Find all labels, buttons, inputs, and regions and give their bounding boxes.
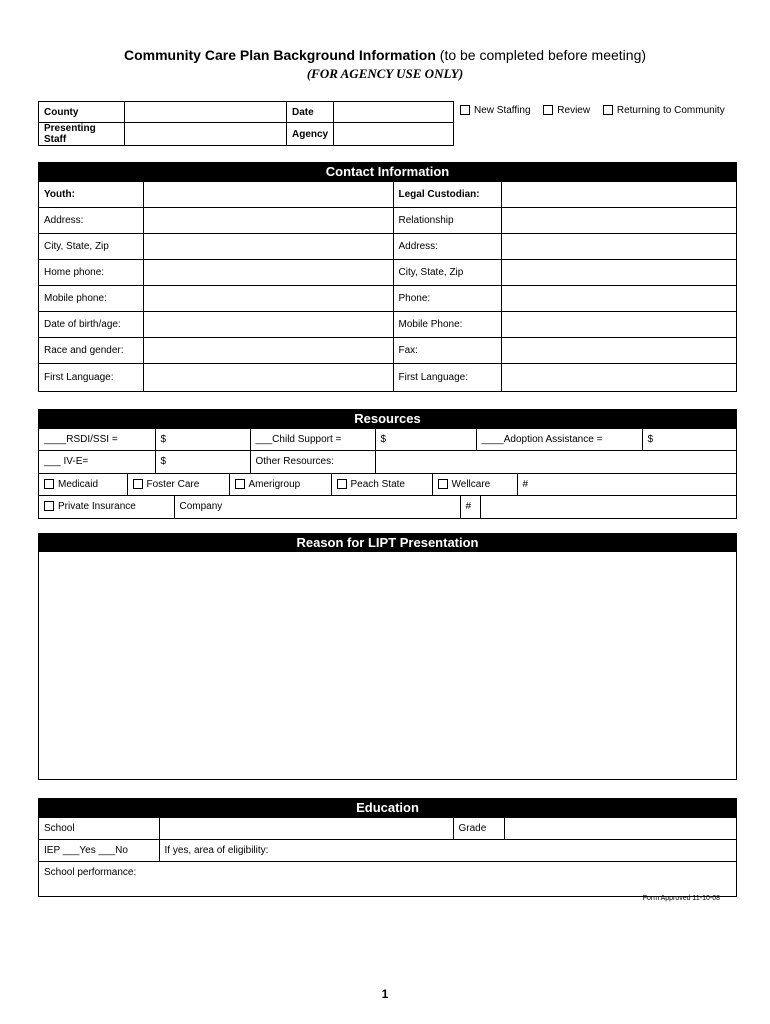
custodian-language-field[interactable] xyxy=(501,364,736,391)
checkbox-icon[interactable] xyxy=(337,479,347,489)
review-label: Review xyxy=(557,105,591,116)
eligibility-label: If yes, area of eligibility: xyxy=(159,840,736,862)
dob-field[interactable] xyxy=(143,312,393,338)
page-number: 1 xyxy=(381,987,389,1001)
custodian-mobile-label: Mobile Phone: xyxy=(393,312,501,338)
education-section xyxy=(38,798,737,897)
contact-heading: Contact Information xyxy=(39,163,736,181)
date-label: Date xyxy=(287,102,334,123)
youth-field[interactable] xyxy=(143,182,393,208)
checkbox-icon[interactable] xyxy=(543,105,553,115)
wellcare-label: Wellcare xyxy=(451,478,491,490)
header-fields-table xyxy=(38,101,454,146)
presenting-staff-label: Presenting Staff xyxy=(39,123,125,146)
iep-label: IEP ___Yes ___No xyxy=(39,840,159,862)
peach-state-option[interactable] xyxy=(331,473,432,495)
custodian-language-label: First Language: xyxy=(393,364,501,391)
medicaid-option[interactable] xyxy=(39,473,127,495)
custodian-city-label: City, State, Zip xyxy=(393,260,501,286)
adoption-label: ____Adoption Assistance = xyxy=(476,429,642,451)
form-subtitle: (FOR AGENCY USE ONLY) xyxy=(306,66,464,81)
medicaid-label: Medicaid xyxy=(58,478,99,490)
checkbox-icon[interactable] xyxy=(603,105,613,115)
custodian-phone-field[interactable] xyxy=(501,286,736,312)
insurance-number-field[interactable] xyxy=(480,496,736,518)
reason-heading: Reason for LIPT Presentation xyxy=(39,534,736,552)
child-support-label: ___Child Support = xyxy=(250,429,375,451)
company-label: Company xyxy=(174,496,250,518)
wellcare-option[interactable] xyxy=(432,473,517,495)
home-phone-field[interactable] xyxy=(143,260,393,286)
checkbox-icon[interactable] xyxy=(44,501,54,511)
dollar-sign: $ xyxy=(160,456,167,468)
ive-field[interactable] xyxy=(155,451,250,473)
fax-field[interactable] xyxy=(501,338,736,364)
race-gender-field[interactable] xyxy=(143,338,393,364)
review-option[interactable] xyxy=(543,105,590,116)
ive-label: ___ IV-E= xyxy=(39,451,155,473)
contact-table xyxy=(39,181,736,391)
home-phone-label: Home phone: xyxy=(39,260,143,286)
presenting-staff-field[interactable] xyxy=(125,123,287,146)
form-approved-note: Form Approved 11-10-08 xyxy=(642,895,720,902)
relationship-field[interactable] xyxy=(501,208,736,234)
form-title xyxy=(0,47,770,63)
grade-label: Grade xyxy=(453,818,504,840)
checkbox-icon[interactable] xyxy=(460,105,470,115)
mobile-phone-field[interactable] xyxy=(143,286,393,312)
city-state-zip-field[interactable] xyxy=(143,234,393,260)
dollar-sign: $ xyxy=(380,434,387,445)
first-language-field[interactable] xyxy=(143,364,393,391)
returning-label: Returning to Community xyxy=(616,105,725,116)
new-staffing-option[interactable] xyxy=(460,105,531,116)
form-title-bold: Community Care Plan Background Information xyxy=(123,47,436,63)
wellcare-number-field[interactable] xyxy=(517,473,736,495)
custodian-city-field[interactable] xyxy=(501,260,736,286)
form-title-note: (to be completed before meeting) xyxy=(435,47,647,63)
mobile-phone-label: Mobile phone: xyxy=(39,286,143,312)
contact-section xyxy=(38,162,737,392)
returning-option[interactable] xyxy=(603,105,725,116)
meeting-type-options xyxy=(460,105,735,116)
foster-care-option[interactable] xyxy=(127,473,229,495)
date-field[interactable] xyxy=(334,102,454,123)
school-performance-label: School performance: xyxy=(39,862,736,896)
resources-heading: Resources xyxy=(39,410,736,428)
rsdi-field[interactable] xyxy=(155,429,250,451)
first-language-label: First Language: xyxy=(39,364,143,391)
resources-table-2 xyxy=(39,473,736,496)
address-field[interactable] xyxy=(143,208,393,234)
school-label: School xyxy=(39,818,159,840)
county-label: County xyxy=(39,102,125,123)
foster-care-label: Foster Care xyxy=(146,478,200,490)
dollar-sign: $ xyxy=(160,434,167,445)
resources-table-1 xyxy=(39,428,736,473)
legal-custodian-label: Legal Custodian: xyxy=(393,182,501,208)
checkbox-icon[interactable] xyxy=(133,479,143,489)
fax-label: Fax: xyxy=(393,338,501,364)
insurance-number-label: # xyxy=(460,496,480,518)
education-heading: Education xyxy=(39,799,736,817)
agency-field[interactable] xyxy=(334,123,454,146)
custodian-address-field[interactable] xyxy=(501,234,736,260)
agency-label: Agency xyxy=(287,123,334,146)
youth-label: Youth: xyxy=(39,182,143,208)
custodian-phone-label: Phone: xyxy=(393,286,501,312)
legal-custodian-field[interactable] xyxy=(501,182,736,208)
private-insurance-option[interactable] xyxy=(39,496,174,518)
checkbox-icon[interactable] xyxy=(44,479,54,489)
peach-state-label: Peach State xyxy=(350,478,405,490)
resources-section xyxy=(38,409,737,519)
education-table xyxy=(39,817,736,896)
address-label: Address: xyxy=(39,208,143,234)
race-gender-label: Race and gender: xyxy=(39,338,143,364)
checkbox-icon[interactable] xyxy=(235,479,245,489)
custodian-mobile-field[interactable] xyxy=(501,312,736,338)
other-resources-label: Other Resources: xyxy=(250,451,375,473)
resources-table-3 xyxy=(39,495,736,518)
amerigroup-label: Amerigroup xyxy=(248,478,301,490)
other-resources-field[interactable] xyxy=(375,451,736,473)
grade-field[interactable] xyxy=(504,818,736,840)
reason-section xyxy=(38,533,737,780)
amerigroup-option[interactable] xyxy=(229,473,331,495)
rsdi-label: ____RSDI/SSI = xyxy=(39,429,155,451)
checkbox-icon[interactable] xyxy=(438,479,448,489)
number-sign: # xyxy=(522,478,529,490)
dob-label: Date of birth/age: xyxy=(39,312,143,338)
city-state-zip-label: City, State, Zip xyxy=(39,234,143,260)
private-insurance-label: Private Insurance xyxy=(58,501,136,513)
custodian-address-label: Address: xyxy=(393,234,501,260)
new-staffing-label: New Staffing xyxy=(474,105,531,116)
county-field[interactable] xyxy=(125,102,287,123)
school-field[interactable] xyxy=(159,818,453,840)
child-support-field[interactable] xyxy=(375,429,476,451)
adoption-field[interactable] xyxy=(642,429,736,451)
dollar-sign: $ xyxy=(647,434,654,445)
relationship-label: Relationship xyxy=(393,208,501,234)
reason-text-area[interactable] xyxy=(39,552,736,779)
company-field[interactable] xyxy=(250,496,460,518)
